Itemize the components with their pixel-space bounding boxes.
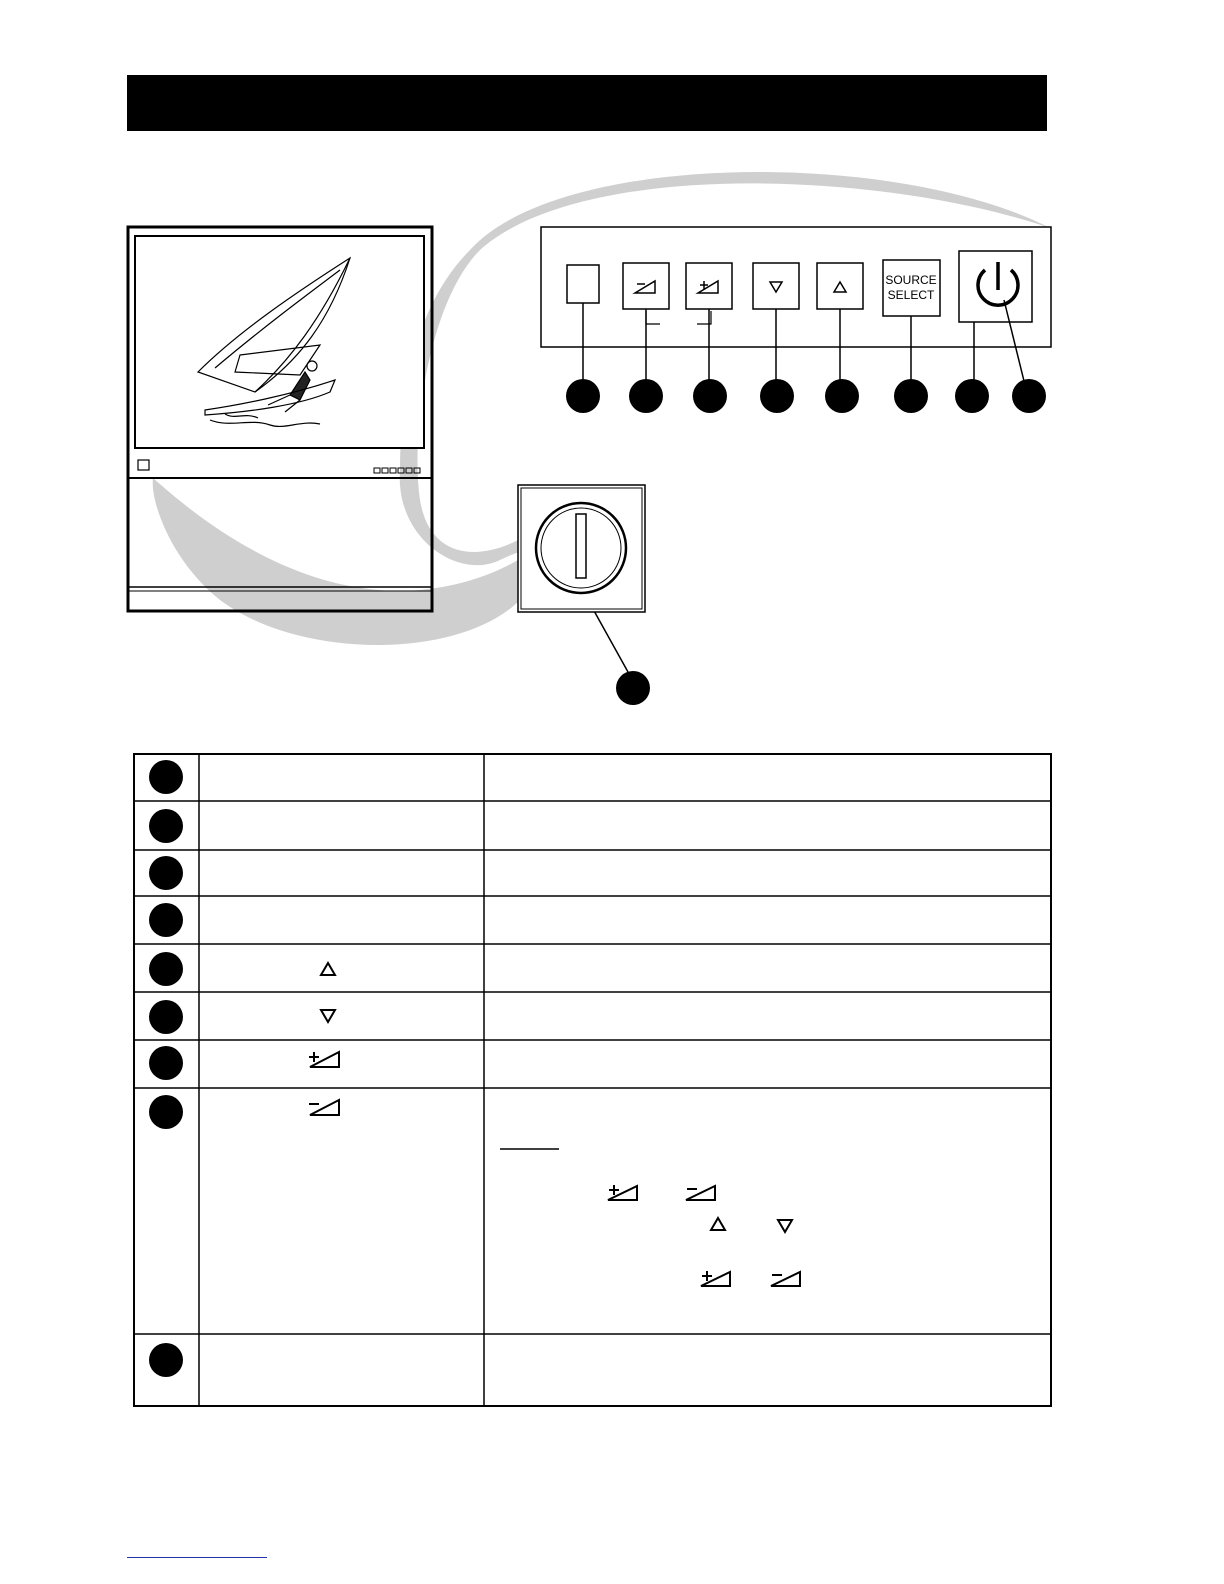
table-row-marker: [149, 809, 183, 843]
table-row-marker: [149, 1046, 183, 1080]
callout-leaders: [583, 300, 1024, 672]
table-row-marker: [149, 952, 183, 986]
callout-marker: [693, 379, 727, 413]
callout-marker: [760, 379, 794, 413]
source-select-label-2: SELECT: [887, 288, 935, 302]
key-lock-icon: [576, 514, 586, 578]
channel-up-button[interactable]: [817, 263, 863, 309]
footer-link-underline: [127, 1557, 267, 1558]
callout-marker: [629, 379, 663, 413]
controls-table: [133, 753, 1052, 1407]
callout-marker: [825, 379, 859, 413]
tv-diagram: [0, 0, 1224, 740]
table-row-marker: [149, 1000, 183, 1034]
power-indicator-button[interactable]: [567, 265, 599, 303]
table-row-marker: [149, 903, 183, 937]
channel-down-button[interactable]: [753, 263, 799, 309]
source-select-label-1: SOURCE: [885, 273, 937, 287]
key-switch[interactable]: [518, 485, 645, 612]
table-row-marker: [149, 856, 183, 890]
tv-screen: [135, 236, 424, 448]
callout-marker: [616, 671, 650, 705]
power-button[interactable]: [959, 251, 1032, 322]
tv-power-button: [138, 460, 149, 470]
callout-marker: [1012, 379, 1046, 413]
callout-marker: [566, 379, 600, 413]
tv-set: [128, 227, 432, 611]
callout-marker: [955, 379, 989, 413]
callout-marker: [894, 379, 928, 413]
table-row-marker: [149, 760, 183, 794]
table-row-marker: [149, 1095, 183, 1129]
table-row-marker: [149, 1343, 183, 1377]
